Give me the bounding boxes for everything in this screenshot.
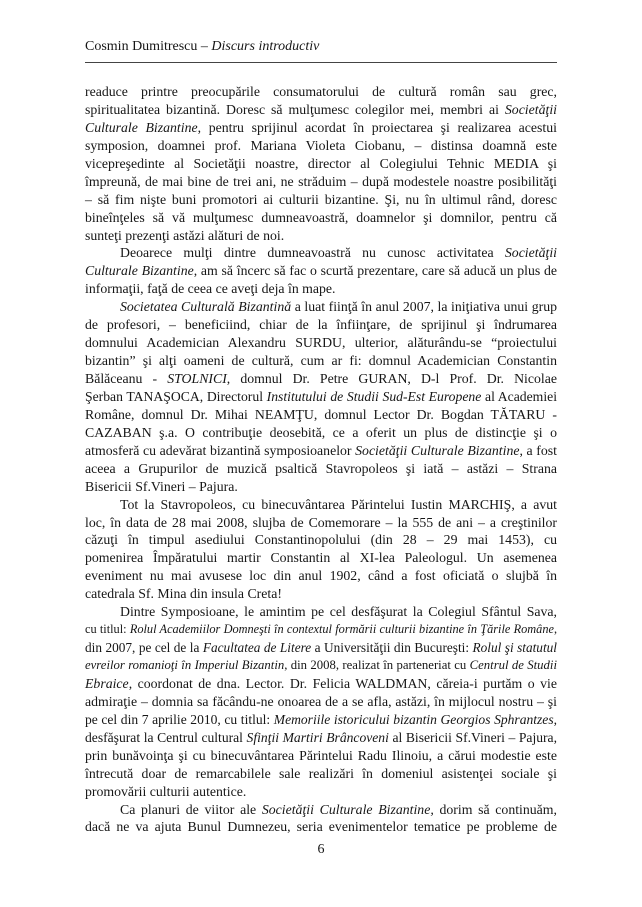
text-line xyxy=(85,280,557,298)
text-line xyxy=(85,388,557,406)
italic-text-run: STOLNICI xyxy=(167,371,227,386)
italic-text-run: Societăţii Culturale Bizantine xyxy=(355,442,520,458)
line-content xyxy=(85,84,557,99)
line-content xyxy=(85,353,557,368)
text-line xyxy=(85,173,557,191)
text-line xyxy=(85,101,557,119)
italic-text-run: Societăţii xyxy=(504,245,557,261)
text-line xyxy=(85,729,557,747)
line-content xyxy=(85,515,557,530)
italic-text-run: Institutului de Studii Sud-Est Europene xyxy=(266,388,482,404)
line-content xyxy=(85,550,557,565)
text-run: pe cel din 7 aprilie 2010, cu titlul: xyxy=(85,711,274,727)
text-run: de profesori, – beneficiind, chiar de la înfiinţare, de sprijinul şi îndrumarea xyxy=(85,317,557,333)
line-content xyxy=(85,102,557,117)
text-run: , xyxy=(553,711,557,727)
text-run: căzuţi în timpul asediului Constantinopolului (din 28 – 29 mai 1453), cu xyxy=(85,532,557,548)
running-header xyxy=(85,38,557,63)
italic-text-run: Memoriile istoricului bizantin Georgios Sphrantzes xyxy=(273,711,554,727)
text-run: al Bisericii Sf.Vineri – Pajura, xyxy=(388,729,557,745)
text-line xyxy=(85,155,557,173)
line-content xyxy=(120,245,557,260)
italic-text-run: Sfinţii Martiri Brâncoveni xyxy=(246,729,389,745)
italic-text-run: evreilor romanioţi în Imperiul Bizantin xyxy=(85,658,285,672)
italic-text-run: Culturale Bizantine xyxy=(85,263,194,279)
line-content xyxy=(85,586,282,601)
text-run: , xyxy=(553,622,558,637)
text-run: atmosferă cu adevărat bizantină symposioanelor xyxy=(85,442,356,458)
text-run: bineînţeles să vă mulţumesc dumneavoastră, doamnelor şi domnilor, pentru că xyxy=(85,209,557,225)
text-run: readuce printre preocupările consumatorului de cultură român sau grec, xyxy=(85,84,557,99)
text-line xyxy=(85,442,557,460)
text-line xyxy=(85,621,557,639)
paragraph xyxy=(85,603,557,800)
text-run: , coordonat de dna. Lector. Dr. Felicia WALDMAN, căreia-i purtăm o vie xyxy=(128,675,557,691)
line-content xyxy=(85,335,557,350)
text-line xyxy=(85,83,557,101)
line-content xyxy=(85,766,557,781)
text-line xyxy=(85,352,557,370)
italic-text-run: Rolul şi statutul xyxy=(472,640,557,656)
text-line xyxy=(85,244,557,262)
line-content xyxy=(85,748,557,763)
text-run: dorim să continuăm, xyxy=(433,801,557,817)
text-line xyxy=(85,818,557,836)
text-line xyxy=(85,209,557,227)
text-line xyxy=(85,747,557,765)
text-run: Şerban TANAŞOCA, Directorul xyxy=(85,388,267,404)
paragraph xyxy=(85,244,557,298)
line-content xyxy=(85,461,557,476)
italic-text-run: Societăţii xyxy=(504,101,557,117)
text-run: admiraţie – domnia sa făcându-ne onoarea de a se afla, astăzi, în mijlocul nostru – şi xyxy=(85,693,557,709)
text-run: , am să încerc să fac o scurtă prezentare, care să aducă un plus de xyxy=(193,263,557,279)
body-text xyxy=(85,83,557,836)
text-run: promovării culturii autentice. xyxy=(85,783,247,799)
text-run: domnului Academician Alexandru SURDU, ulterior, alăturându-se “proiectului xyxy=(85,335,557,351)
text-line xyxy=(85,514,557,532)
line-content xyxy=(85,443,557,458)
text-line xyxy=(85,424,557,442)
text-run: Bălăceanu - xyxy=(85,371,168,386)
line-content xyxy=(85,138,557,153)
line-content xyxy=(120,497,557,512)
paragraph xyxy=(85,496,557,604)
text-line xyxy=(85,549,557,567)
text-line xyxy=(85,227,557,245)
text-line xyxy=(85,693,557,711)
line-content xyxy=(85,622,557,636)
text-run: dacă ne va ajuta Bunul Dumnezeu, seria evenimentelor tematice pe probleme de xyxy=(85,819,557,835)
text-run: Deoarece mulţi dintre dumneavoastră nu cunosc activitatea xyxy=(120,245,505,261)
text-line xyxy=(85,711,557,729)
text-line xyxy=(85,298,557,316)
text-run: aceea a Grupurilor de muzică psaltică Stavropoleos şi iată – astăzi – Strana xyxy=(85,460,557,476)
text-run: bizantin” şi alţi oameni de cultură, cum ar fi: domnul Academician Constantin xyxy=(85,353,557,369)
italic-text-run: Facultatea de Litere xyxy=(202,640,312,656)
line-content xyxy=(85,228,284,243)
text-run: a luat fiinţă în anul 2007, la iniţiativa unui grup xyxy=(291,299,557,315)
line-content xyxy=(85,389,557,404)
text-run: desfăşurat la Centrul cultural xyxy=(85,729,247,745)
text-run: vicepreşedinte al Societăţii noastre, director al Colegiului Tehnic MEDIA şi xyxy=(85,155,557,171)
text-run: Române, domnul Dr. Mihai NEAMŢU, domnul Lector Dr. Bogdan TĂTARU - xyxy=(85,406,557,422)
line-content xyxy=(85,658,557,672)
text-run: Bisericii Sf.Vineri – Pajura. xyxy=(85,478,238,494)
line-content xyxy=(85,281,336,296)
text-run: – să fim nişte buni promotori ai culturii bizantine. Şi, nu în ultimul rând, doresc xyxy=(85,191,557,207)
text-line xyxy=(85,657,557,675)
text-run: împreună, de mai bine de trei ani, ne străduim – după modestele noastre posibilităţi xyxy=(85,173,557,189)
text-line xyxy=(85,460,557,478)
text-run: Dintre Symposioane, le amintim pe cel desfăşurat la Colegiul Sfântul Sava, xyxy=(120,604,557,620)
text-run: , pentru sprijinul acordat în proiectarea şi realizarea acestui xyxy=(197,119,557,135)
text-run: loc, în data de 28 mai 2008, slujba de Comemorare – la 555 de ani – a creştinilor xyxy=(85,514,557,530)
text-line xyxy=(85,262,557,280)
italic-text-run: Rolul Academiilor Domneşti în contextul formării culturii bizantine în Ţările Române xyxy=(129,622,554,637)
header-title: Discurs introductiv xyxy=(211,39,320,54)
paragraph xyxy=(85,298,557,495)
line-content xyxy=(120,299,557,314)
italic-text-run: Culturale Bizantine xyxy=(85,119,198,135)
text-run: eveniment nu mai avusese loc din anul 1902, când a fost oficiată o slujbă în xyxy=(85,568,557,584)
text-run: symposion, doamnei prof. Mariana Violeta Ciobanu, – distinsa doamnă este xyxy=(85,137,557,153)
line-content xyxy=(85,425,557,440)
text-line xyxy=(85,478,557,496)
italic-text-run: Ebraice xyxy=(85,675,129,691)
line-content xyxy=(85,819,557,834)
text-run: catedrala Sf. Mina din insula Creta! xyxy=(85,586,282,602)
text-line xyxy=(85,370,557,388)
line-content xyxy=(85,479,238,494)
text-line xyxy=(85,191,557,209)
line-content xyxy=(120,604,557,619)
line-content xyxy=(85,174,557,189)
text-run: Ca planuri de viitor ale xyxy=(120,801,262,817)
line-content xyxy=(85,712,557,727)
text-line xyxy=(85,496,557,514)
text-line xyxy=(85,639,557,657)
text-line xyxy=(85,567,557,585)
line-content xyxy=(85,407,557,422)
line-content xyxy=(85,694,557,709)
line-content xyxy=(85,317,557,332)
page-number: 6 xyxy=(317,842,325,857)
text-line xyxy=(85,316,557,334)
line-content xyxy=(85,263,557,278)
text-line xyxy=(85,765,557,783)
header-separator: – xyxy=(200,39,208,54)
text-run: , domnul Dr. Petre GURAN, D-l Prof. Dr. Nicolae xyxy=(226,371,557,386)
text-line xyxy=(85,585,557,603)
line-content xyxy=(85,784,246,799)
text-line xyxy=(85,801,557,819)
line-content xyxy=(85,640,557,655)
text-run: , a fost xyxy=(519,442,557,458)
text-run: întrecută doar de remarcabilele sale realizări în domeniul asistenţei sociale şi xyxy=(85,765,557,781)
line-content xyxy=(85,156,557,171)
text-run: cu titlul: xyxy=(85,622,130,637)
text-line xyxy=(85,119,557,137)
text-line xyxy=(85,783,557,801)
line-content xyxy=(85,532,557,547)
text-run: CAZABAN ş.a. O contribuţie deosebită, ce a oferit un plus de distincţie şi o xyxy=(85,424,557,440)
text-run: informaţii, faţă de ceea ce aveţi deja în mape. xyxy=(85,281,336,297)
text-line xyxy=(85,675,557,693)
text-run: sunteţi prezenţi astăzi alături de noi. xyxy=(85,227,285,243)
text-line xyxy=(85,531,557,549)
paragraph xyxy=(85,801,557,837)
text-run: spiritualitatea bizantină. Doresc să mulţumesc colegilor mei, membri ai xyxy=(85,101,505,117)
italic-text-run: Societatea Culturală Bizantină xyxy=(120,299,292,315)
line-content xyxy=(85,210,557,225)
line-content xyxy=(85,676,557,691)
text-run: , din 2008, realizat în parteneriat cu xyxy=(284,658,470,672)
line-content xyxy=(85,192,557,207)
line-content xyxy=(85,568,557,583)
paragraph xyxy=(85,83,557,244)
text-run: din 2007, pe cel de la xyxy=(85,640,203,656)
line-content xyxy=(85,120,557,135)
text-line xyxy=(85,603,557,621)
text-run: pomenirea Împăratului martir Constantin al XI-lea Paleologul. Un asemenea xyxy=(85,550,557,566)
italic-text-run: Centrul de Studii xyxy=(469,658,557,672)
text-line xyxy=(85,137,557,155)
line-content xyxy=(85,371,557,386)
italic-text-run: Societăţii Culturale Bizantine, xyxy=(261,801,434,817)
text-run: Tot la Stavropoleos, cu binecuvântarea Părintelui Iustin MARCHIŞ, a avut xyxy=(120,496,557,512)
text-run: al Academiei xyxy=(481,388,557,404)
text-run: prin bunăvoinţa şi cu binecuvântarea Părintelui Radu Ilinoiu, a cărui modestie este xyxy=(85,747,557,763)
text-line xyxy=(85,406,557,424)
header-author: Cosmin Dumitrescu xyxy=(85,39,198,54)
line-content xyxy=(85,730,557,745)
line-content xyxy=(120,802,557,817)
text-line xyxy=(85,334,557,352)
text-run: a Universităţii din Bucureşti: xyxy=(311,640,473,656)
